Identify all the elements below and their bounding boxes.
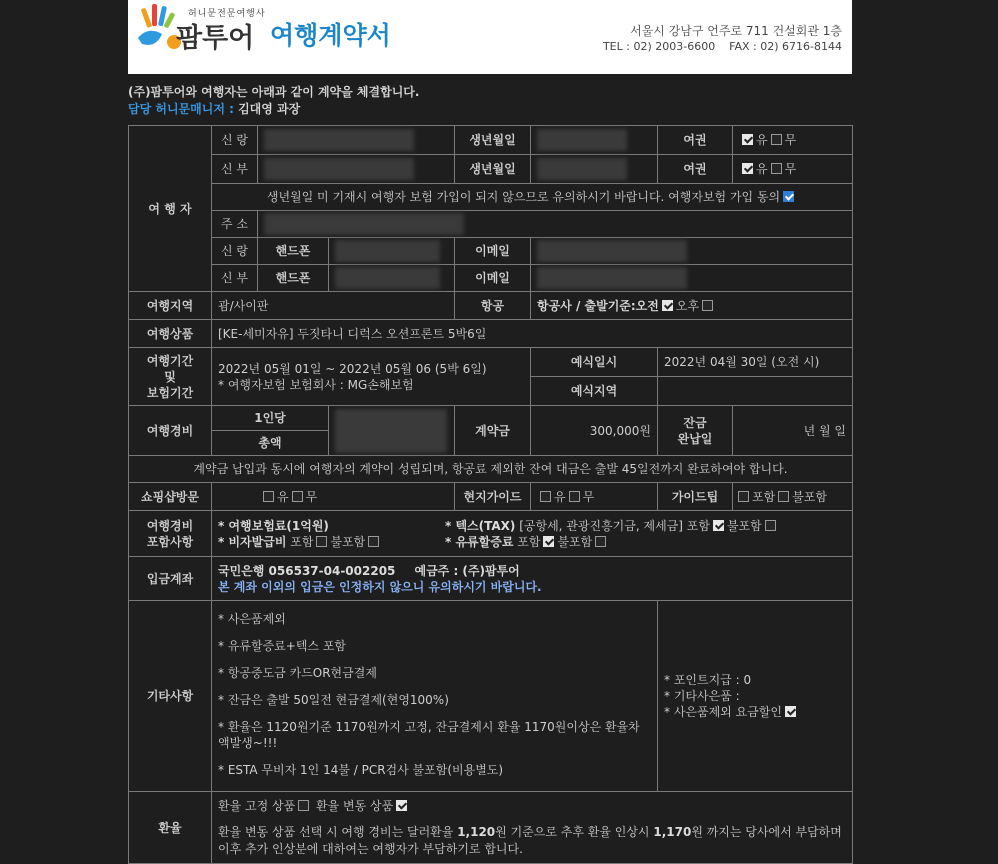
variable-checkbox[interactable] <box>396 800 407 811</box>
contract-page <box>128 0 852 864</box>
shopping-no-checkbox[interactable] <box>292 491 303 502</box>
bride-name-field[interactable] <box>258 155 455 184</box>
intro-line: (주)팜투어와 여행자는 아래과 같이 계약을 체결합니다. <box>128 85 420 99</box>
tax-head: * 텍스(TAX) <box>445 518 516 533</box>
bride-contact-row <box>129 265 853 292</box>
period-dates: 2022년 05월 01일 ~ 2022년 05월 06 (5박 6일) <box>218 361 487 376</box>
manager-line <box>128 101 852 118</box>
etc-item: * 사은품제외 <box>218 612 286 626</box>
bride-birth-field[interactable] <box>531 155 658 184</box>
no-label: 무 <box>784 133 797 147</box>
groom-passport-options <box>733 126 853 155</box>
etc-label: 기타사항 <box>129 601 212 792</box>
insurance-item <box>218 518 445 534</box>
product-label: 여행상품 <box>129 320 212 348</box>
bride-email-label: 이메일 <box>455 265 531 292</box>
wedding-date-value: 2022년 04월 30일 (오전 시) <box>658 348 853 377</box>
account-line <box>218 563 846 579</box>
account-warning: 본 계좌 이외의 입금은 인정하지 않으니 유의하시기 바랍니다. <box>218 579 542 594</box>
incl-label: 포함 <box>517 534 541 549</box>
point-info: * 포인트지급 : 0 <box>664 673 752 687</box>
period-row <box>129 348 853 377</box>
region-label: 여행지역 <box>129 292 212 320</box>
visa-head: * 비자발급비 <box>218 534 287 549</box>
cost-amount-field[interactable] <box>329 406 455 456</box>
manager-name: 김대영 과장 <box>233 102 301 116</box>
bank-account: 국민은행 056537-04-002205 <box>218 563 396 578</box>
shopping-row <box>129 483 853 511</box>
terms-part: 원 기준으로 추후 환율 인상시 <box>495 825 654 839</box>
tip-excl-checkbox[interactable] <box>778 491 789 502</box>
am-checkbox[interactable] <box>662 300 673 311</box>
account-info <box>212 557 853 601</box>
variable-label: 환율 변동 상품 <box>316 799 394 813</box>
included-label-2: 포함사항 <box>146 534 194 549</box>
included-row <box>129 511 853 557</box>
traveler-section-label: 여 행 자 <box>129 126 212 292</box>
groom-phone-field[interactable] <box>329 238 455 265</box>
groom-contact-row <box>129 238 853 265</box>
fuel-excl-checkbox[interactable] <box>595 536 606 547</box>
exchange-label: 환율 <box>129 792 212 864</box>
bride-label-2: 신 부 <box>212 265 258 292</box>
yes-label: 유 <box>756 162 768 176</box>
etc-item: * 잔금은 출발 50일전 현금결제(현영100%) <box>218 693 449 707</box>
insurance-agree-checkbox[interactable] <box>783 191 794 202</box>
excl-label: 불포함 <box>557 534 593 549</box>
guide-yes-checkbox[interactable] <box>540 491 551 502</box>
contract-table <box>128 125 853 864</box>
wedding-place-label: 예식지역 <box>531 377 658 406</box>
fuel-incl-checkbox[interactable] <box>543 536 554 547</box>
pm-label: 오후 <box>675 298 700 313</box>
account-row <box>129 557 853 601</box>
etc-item: * 항공중도금 카드OR현금결제 <box>218 666 377 680</box>
air-label: 항공 <box>455 292 531 320</box>
address-row <box>129 211 853 238</box>
shopping-yes-checkbox[interactable] <box>263 491 274 502</box>
exchange-terms <box>218 824 846 858</box>
product-value: [KE-세미자유] 두짓타니 디럭스 오션프론트 5박6일 <box>212 320 853 348</box>
wedding-place-field[interactable] <box>658 377 853 406</box>
period-label-3: 보험기간 <box>146 385 194 400</box>
etc-row <box>129 601 853 792</box>
company-address: 서울시 강남구 언주로 711 건설회관 1층 <box>630 24 842 38</box>
incl-label: 포함 <box>752 489 776 504</box>
etc-items <box>212 601 658 792</box>
tax-incl-checkbox[interactable] <box>713 520 724 531</box>
groom-label: 신 랑 <box>212 126 258 155</box>
no-label: 무 <box>784 162 797 176</box>
incl-label: 포함 <box>290 534 314 549</box>
yes-label: 유 <box>277 489 289 504</box>
region-value: 괌/사이판 <box>212 292 455 320</box>
tax-excl-checkbox[interactable] <box>765 520 776 531</box>
cost-label: 여행경비 <box>129 406 212 456</box>
air-value: 항공사 / 출발기준:오전 <box>537 298 659 313</box>
tip-options <box>733 483 853 511</box>
exchange-info <box>212 792 853 864</box>
bride-label: 신 부 <box>212 155 258 184</box>
pm-checkbox[interactable] <box>702 300 713 311</box>
yes-label: 유 <box>756 133 768 147</box>
groom-birth-label: 생년월일 <box>455 126 531 155</box>
fuel-head: * 유류할증료 <box>445 534 514 549</box>
terms-part: 환율 변동 상품 선택 시 여행 경비는 달러환율 <box>218 825 458 839</box>
account-holder: 예금주 : (주)팜투어 <box>414 563 520 578</box>
bride-passport-options <box>733 155 853 184</box>
fixed-checkbox[interactable] <box>298 800 309 811</box>
groom-passport-no-checkbox[interactable] <box>771 134 782 145</box>
product-row <box>129 320 853 348</box>
insurance-notice-text: 생년월일 미 기재시 여행자 보험 가입이 되지 않으므로 유의하시기 바랍니다. 여행자보험 가입 동의 <box>266 190 781 204</box>
excl-label: 불포함 <box>330 534 366 549</box>
bride-phone-field[interactable] <box>329 265 455 292</box>
visa-item <box>218 534 445 550</box>
balance-date: 년 월 일 <box>733 406 853 456</box>
yes-label: 유 <box>554 489 566 504</box>
terms-part: 원 까지는 당사에서 부담하며 이후 추가 인상분에 대하여는 여행자가 부담하기로 합니다. <box>218 825 842 856</box>
insurance-text: * 여행보험료(1억원) <box>218 518 329 533</box>
tax-item <box>445 518 779 534</box>
exchange-row <box>129 792 853 864</box>
address-label: 주 소 <box>212 211 258 238</box>
total-label: 총액 <box>212 431 329 456</box>
groom-row <box>129 126 853 155</box>
address-field[interactable] <box>258 211 853 238</box>
bride-email-field[interactable] <box>531 265 853 292</box>
balance-label-2: 완납일 <box>677 431 713 446</box>
etc-item: * 환율은 1120원기준 1170원까지 고정, 잔금결제시 환율 1170원이상은 환율차액발생~!!! <box>218 720 640 750</box>
logo-subtitle: 허니문전문여행사 <box>188 9 266 19</box>
groom-email-label: 이메일 <box>455 238 531 265</box>
insurer-info: * 여행자보험 보험회사 : MG손해보험 <box>218 377 414 392</box>
included-line-1 <box>218 518 846 534</box>
groom-passport-label: 여권 <box>658 126 733 155</box>
etc-benefits <box>658 601 853 792</box>
bride-row <box>129 155 853 184</box>
intro-text <box>128 84 852 118</box>
tip-incl-checkbox[interactable] <box>738 491 749 502</box>
bride-passport-yes-checkbox[interactable] <box>742 163 753 174</box>
manager-label: 담당 허니문매니저 : <box>128 102 234 116</box>
air-options <box>531 292 853 320</box>
period-label <box>129 348 212 406</box>
discount-checkbox[interactable] <box>785 706 796 717</box>
included-label <box>129 511 212 557</box>
excl-label: 불포함 <box>792 489 827 504</box>
shopping-label: 쇼핑샵방문 <box>129 483 212 511</box>
no-label: 무 <box>305 489 318 504</box>
discount-text: * 사은품제외 요금할인 <box>664 705 782 719</box>
guide-label: 현지가이드 <box>455 483 531 511</box>
payment-notice: 계약금 납입과 동시에 여행자의 계약이 성립되며, 항공료 제외한 잔여 대금은 출발 45일전까지 완료하여야 합니다. <box>129 456 853 483</box>
guide-options <box>531 483 658 511</box>
no-label: 무 <box>582 489 595 504</box>
groom-label-2: 신 랑 <box>212 238 258 265</box>
bride-birth-label: 생년월일 <box>455 155 531 184</box>
discount-info <box>664 704 846 720</box>
shopping-options <box>212 483 455 511</box>
included-items <box>212 511 853 557</box>
base-rate: 1,120 <box>457 825 496 839</box>
bride-phone-label: 핸드폰 <box>258 265 329 292</box>
excl-label: 불포함 <box>726 518 762 533</box>
groom-name-field[interactable] <box>258 126 455 155</box>
included-line-2 <box>218 534 846 550</box>
period-label-1: 여행기간 <box>146 353 194 368</box>
contract-header <box>128 0 852 74</box>
visa-excl-checkbox[interactable] <box>368 536 379 547</box>
account-label: 입금계좌 <box>129 557 212 601</box>
exchange-options <box>218 798 846 814</box>
fixed-label: 환율 고정 상품 <box>218 799 296 813</box>
visa-incl-checkbox[interactable] <box>316 536 327 547</box>
tip-label: 가이드팁 <box>658 483 733 511</box>
included-label-1: 여행경비 <box>146 518 194 533</box>
company-contact: TEL : 02) 2003-6600 FAX : 02) 6716-8144 <box>602 40 842 53</box>
balance-label <box>658 406 733 456</box>
fuel-item <box>445 534 609 550</box>
document-title: 여행계약서 <box>270 21 391 50</box>
gift-info: * 기타사은품 : <box>664 689 740 703</box>
deposit-label: 계약금 <box>455 406 531 456</box>
logo-brand: 팜투어 <box>176 23 255 54</box>
balance-label-1: 잔금 <box>683 415 707 430</box>
etc-item: * 유류할증료+텍스 포함 <box>218 639 347 653</box>
tax-detail: [공항세, 관광진흥기금, 제세금] 포함 <box>515 518 710 533</box>
groom-birth-field[interactable] <box>531 126 658 155</box>
cap-rate: 1,170 <box>653 825 692 839</box>
etc-item: * ESTA 무비자 1인 14불 / PCR검사 불포함(비용별도) <box>218 763 504 777</box>
groom-phone-label: 핸드폰 <box>258 238 329 265</box>
period-value <box>212 348 531 406</box>
groom-email-field[interactable] <box>531 238 853 265</box>
deposit-value: 300,000원 <box>531 406 658 456</box>
per-person-label: 1인당 <box>212 406 329 431</box>
bride-passport-label: 여권 <box>658 155 733 184</box>
guide-no-checkbox[interactable] <box>569 491 580 502</box>
wedding-date-label: 예식일시 <box>531 348 658 377</box>
bride-passport-no-checkbox[interactable] <box>771 163 782 174</box>
cost-row <box>129 406 853 431</box>
groom-passport-yes-checkbox[interactable] <box>742 134 753 145</box>
period-label-2: 및 <box>164 369 176 384</box>
insurance-notice-row <box>129 184 853 211</box>
payment-notice-row <box>129 456 853 483</box>
region-row <box>129 292 853 320</box>
insurance-notice <box>212 184 853 211</box>
